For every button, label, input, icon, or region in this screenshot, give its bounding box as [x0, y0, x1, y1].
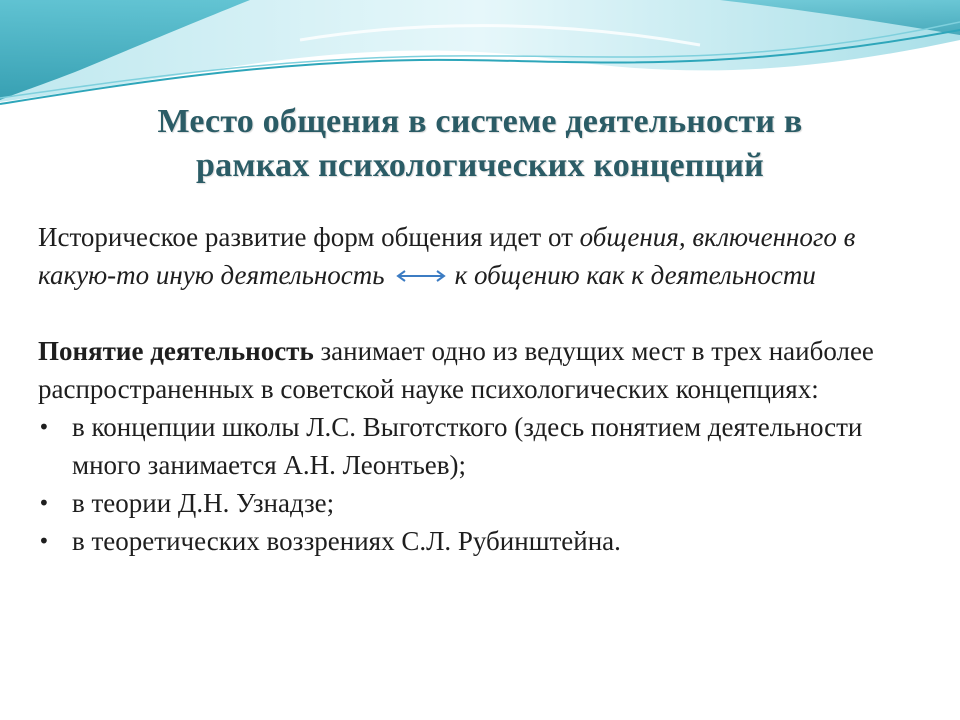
para1-italic-from: общения, включенного в какую-то иную деятельность: [38, 222, 856, 290]
bullet-icon: •: [38, 491, 50, 515]
concept-bullet-list: [38, 408, 928, 560]
para1-text-start: Историческое развитие форм общения идет от: [38, 222, 580, 252]
para2-bold-term: Понятие деятельность: [38, 336, 314, 366]
bullet-icon: •: [38, 415, 50, 439]
slide-body: [38, 218, 928, 560]
title-line-1: Место общения в системе деятельности в: [157, 103, 803, 140]
bullet-text: в концепции школы Л.С. Выготсткого (здесь понятием деятельности много занимается А.Н. Леонтьев);: [72, 412, 863, 480]
double-arrow-icon: [395, 268, 447, 284]
bullet-text: в теории Д.Н. Узнадзе;: [72, 488, 335, 518]
list-item: [38, 408, 928, 484]
list-item: [38, 484, 928, 522]
slide-title: [40, 100, 920, 188]
para1-italic-to: к общению как к деятельности: [454, 260, 816, 290]
title-line-2: рамках психологических концепций: [196, 147, 764, 184]
wave-banner-decoration: [0, 0, 960, 110]
paragraph-activity-concept: [38, 332, 928, 408]
paragraph-history: [38, 218, 928, 294]
para2-text: занимает одно из ведущих мест в трех наиболее распространенных в советской науке психологических концепциях:: [38, 336, 874, 404]
bullet-text: в теоретических воззрениях С.Л. Рубинштейна.: [72, 526, 621, 556]
list-item: [38, 522, 928, 560]
bullet-icon: •: [38, 529, 50, 553]
